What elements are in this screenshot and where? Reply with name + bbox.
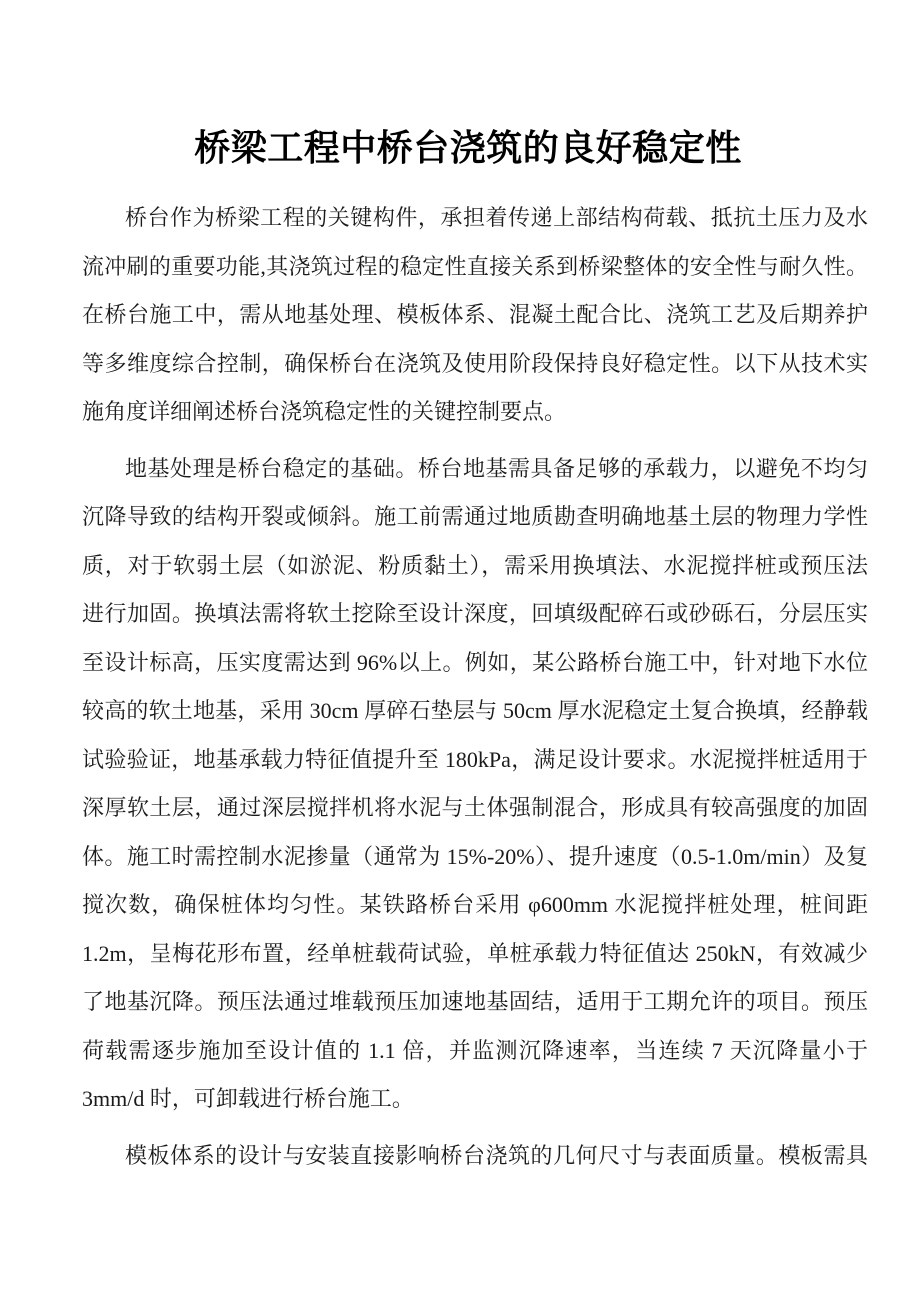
text-line: 了地基沉降。预压法通过堆载预压加速地基固结，适用于工期允许的项目。预压 xyxy=(82,989,868,1014)
text-line: 等多维度综合控制，确保桥台在浇筑及使用阶段保持良好稳定性。以下从技术实 xyxy=(82,350,868,376)
paragraph-3 xyxy=(82,1132,868,1181)
text-line: 施角度详细阐述桥台浇筑稳定性的关键控制要点。 xyxy=(82,399,567,424)
text-line: 沉降导致的结构开裂或倾斜。施工前需通过地质勘查明确地基土层的物理力学性 xyxy=(82,504,868,529)
text-line: 荷载需逐步施加至设计值的 1.1 倍，并监测沉降速率，当连续 7 天沉降量小于 xyxy=(82,1037,868,1063)
text-line: 3mm/d 时，可卸载进行桥台施工。 xyxy=(82,1086,414,1111)
text-line: 地基处理是桥台稳定的基础。桥台地基需具备足够的承载力，以避免不均匀 xyxy=(125,455,868,481)
document-title: 桥梁工程中桥台浇筑的良好稳定性 xyxy=(194,127,742,168)
text-line: 深厚软土层，通过深层搅拌机将水泥与土体强制混合，形成具有较高强度的加固 xyxy=(82,795,868,820)
text-line: 进行加固。换填法需将软土挖除至设计深度，回填级配碎石或砂砾石，分层压实 xyxy=(82,601,868,626)
document-body xyxy=(82,194,868,1180)
text-line: 较高的软土地基，采用 30cm 厚碎石垫层与 50cm 厚水泥稳定土复合换填，经静载 xyxy=(82,698,868,723)
paragraph-1 xyxy=(82,194,868,437)
paragraph-2 xyxy=(82,445,868,1124)
text-line: 在桥台施工中，需从地基处理、模板体系、混凝土配合比、浇筑工艺及后期养护 xyxy=(82,302,868,327)
text-line: 质，对于软弱土层（如淤泥、粉质黏土），需采用换填法、水泥搅拌桩或预压法 xyxy=(82,552,868,578)
text-line: 桥台作为桥梁工程的关键构件，承担着传递上部结构荷载、抵抗土压力及水 xyxy=(125,205,868,230)
text-line: 搅次数，确保桩体均匀性。某铁路桥台采用 φ600mm 水泥搅拌桩处理，桩间距 xyxy=(82,892,868,917)
text-line: 模板体系的设计与安装直接影响桥台浇筑的几何尺寸与表面质量。模板需具 xyxy=(125,1142,868,1168)
text-line: 至设计标高，压实度需达到 96%以上。例如，某公路桥台施工中，针对地下水位 xyxy=(82,649,868,675)
text-line: 1.2m，呈梅花形布置，经单桩载荷试验，单桩承载力特征值达 250kN，有效减少 xyxy=(82,940,868,966)
text-line: 流冲刷的重要功能,其浇筑过程的稳定性直接关系到桥梁整体的安全性与耐久性。 xyxy=(82,253,868,279)
text-line: 体。施工时需控制水泥掺量（通常为 15%-20%）、提升速度（0.5-1.0m/min）及复 xyxy=(82,843,868,869)
text-line: 试验验证，地基承载力特征值提升至 180kPa，满足设计要求。水泥搅拌桩适用于 xyxy=(82,746,868,772)
